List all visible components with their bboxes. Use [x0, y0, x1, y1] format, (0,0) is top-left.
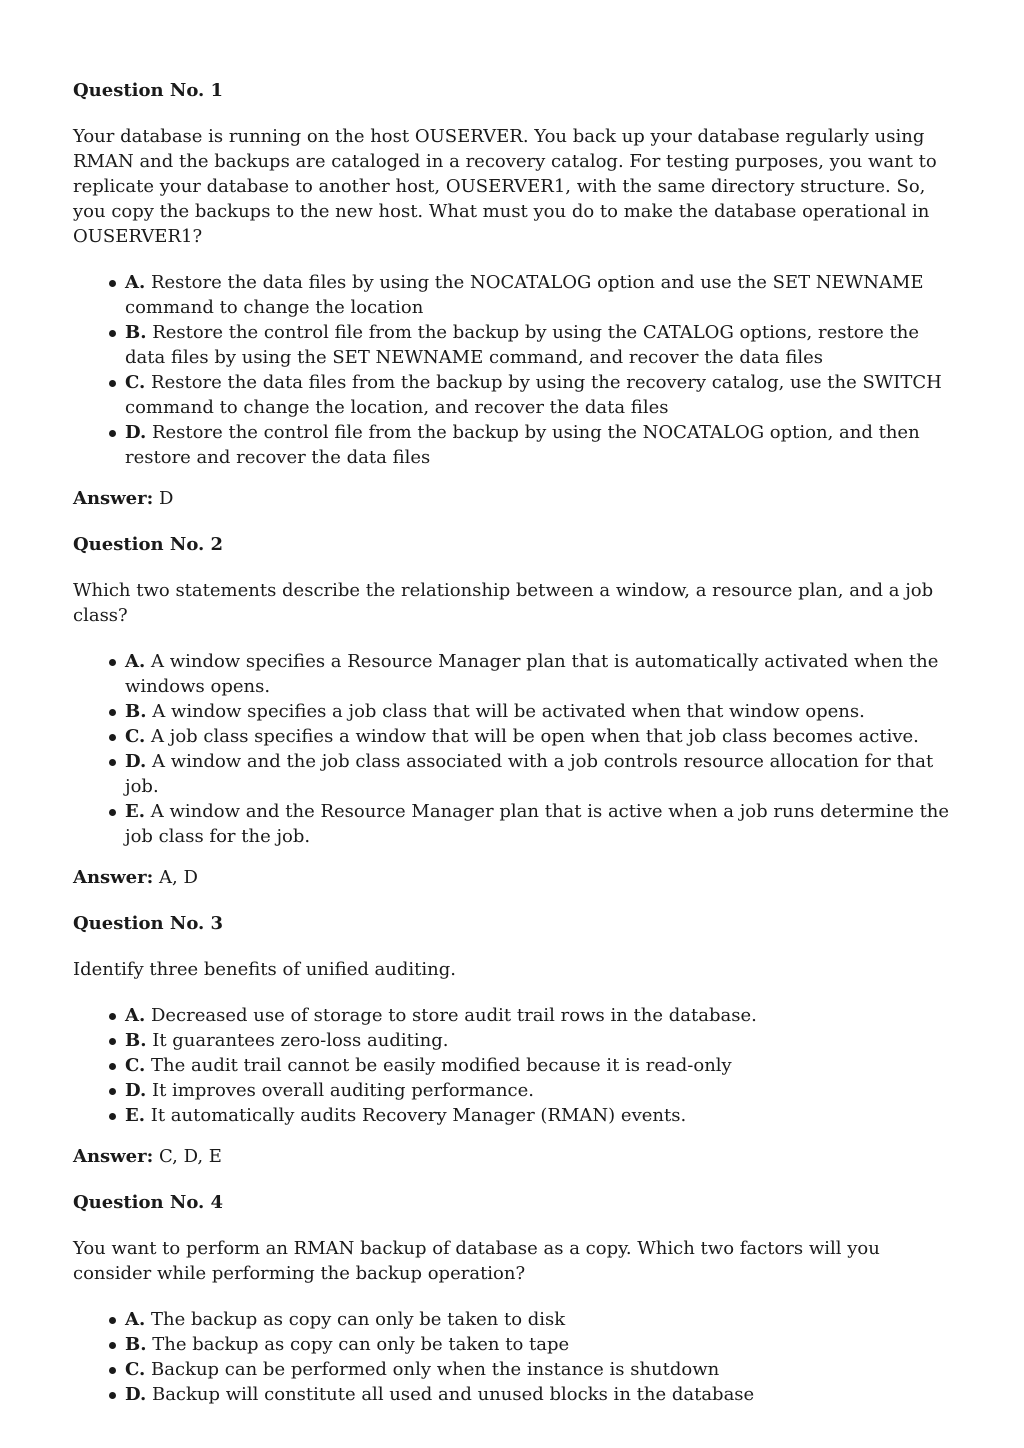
option-text: Restore the control file from the backup by using the CATALOG options, restore the data files by using the SET NEWNAME command, and recover the data files — [125, 322, 920, 368]
option-item — [125, 1003, 952, 1028]
option-text: It automatically audits Recovery Manager (RMAN) events. — [150, 1105, 687, 1126]
option-text: The backup as copy can only be taken to tape — [152, 1334, 570, 1355]
option-letter: D. — [125, 1384, 147, 1405]
option-item — [125, 370, 952, 420]
question-text: Your database is running on the host OUSERVER. You back up your database regularly using RMAN and the backups are cataloged in a recovery catalog. For testing purposes, you want to replicate your database to another host, OUSERVER1, with the same directory structure. So, you copy the backups to the new host. What must you do to make the database operational in OUSERVER1? — [73, 126, 937, 247]
option-text: It improves overall auditing performance. — [151, 1080, 534, 1101]
option-item — [125, 270, 952, 320]
option-letter: B. — [125, 1030, 147, 1051]
option-letter: D. — [125, 751, 147, 772]
question-4 — [73, 1190, 952, 1407]
option-letter: C. — [125, 1359, 146, 1380]
option-item — [125, 320, 952, 370]
answer-label: Answer: — [73, 867, 154, 888]
answer-line — [73, 865, 952, 890]
question-2 — [73, 532, 952, 890]
option-item — [125, 724, 952, 749]
answer-label: Answer: — [73, 488, 154, 509]
question-text: You want to perform an RMAN backup of database as a copy. Which two factors will you consider while performing the backup operation? — [73, 1238, 880, 1284]
option-letter: C. — [125, 372, 146, 393]
option-letter: E. — [125, 1105, 145, 1126]
option-item — [125, 1078, 952, 1103]
option-item — [125, 1028, 952, 1053]
option-letter: A. — [125, 1309, 146, 1330]
option-item — [125, 420, 952, 470]
option-text: A job class specifies a window that will be open when that job class becomes active. — [151, 726, 919, 747]
option-text: Decreased use of storage to store audit trail rows in the database. — [150, 1005, 757, 1026]
option-text: Restore the control file from the backup by using the NOCATALOG option, and then restore and recover the data files — [125, 422, 920, 468]
option-letter: A. — [125, 272, 146, 293]
answer-line — [73, 486, 952, 511]
option-item — [125, 699, 952, 724]
option-item — [125, 649, 952, 699]
option-item — [125, 1357, 952, 1382]
option-letter: B. — [125, 322, 147, 343]
option-text: The backup as copy can only be taken to disk — [150, 1309, 566, 1330]
option-letter: C. — [125, 1055, 146, 1076]
option-letter: B. — [125, 1334, 147, 1355]
question-heading: Question No. 3 — [73, 913, 224, 934]
option-item — [125, 1332, 952, 1357]
option-text: A window specifies a Resource Manager plan that is automatically activated when the windows opens. — [125, 651, 939, 697]
option-text: Backup will constitute all used and unused blocks in the database — [151, 1384, 755, 1405]
question-heading: Question No. 2 — [73, 534, 224, 555]
question-3 — [73, 911, 952, 1169]
question-1 — [73, 78, 952, 511]
option-list — [73, 649, 952, 849]
answer-line — [73, 1144, 952, 1169]
answer-value: A, D — [159, 867, 198, 888]
option-text: Restore the data files by using the NOCATALOG option and use the SET NEWNAME command to change the location — [125, 272, 924, 318]
question-text: Identify three benefits of unified auditing. — [73, 959, 456, 980]
question-heading: Question No. 1 — [73, 80, 224, 101]
option-item — [125, 799, 952, 849]
option-text: A window specifies a job class that will be activated when that window opens. — [152, 701, 865, 722]
option-text: It guarantees zero-loss auditing. — [152, 1030, 449, 1051]
option-letter: D. — [125, 422, 147, 443]
option-text: The audit trail cannot be easily modified because it is read-only — [151, 1055, 732, 1076]
option-letter: C. — [125, 726, 146, 747]
answer-value: C, D, E — [159, 1146, 222, 1167]
option-item — [125, 1053, 952, 1078]
option-letter: D. — [125, 1080, 147, 1101]
option-text: A window and the job class associated with a job controls resource allocation for that job. — [125, 751, 934, 797]
option-item — [125, 1382, 952, 1407]
option-text: A window and the Resource Manager plan that is active when a job runs determine the job class for the job. — [125, 801, 950, 847]
option-letter: A. — [125, 651, 146, 672]
option-item — [125, 1103, 952, 1128]
option-list — [73, 270, 952, 470]
option-text: Backup can be performed only when the instance is shutdown — [151, 1359, 720, 1380]
option-letter: B. — [125, 701, 147, 722]
answer-value: D — [159, 488, 174, 509]
option-item — [125, 749, 952, 799]
option-text: Restore the data files from the backup by using the recovery catalog, use the SWITCH command to change the location, and recover the data files — [125, 372, 942, 418]
question-heading: Question No. 4 — [73, 1192, 224, 1213]
answer-label: Answer: — [73, 1146, 154, 1167]
option-list — [73, 1307, 952, 1407]
option-item — [125, 1307, 952, 1332]
option-letter: A. — [125, 1005, 146, 1026]
option-list — [73, 1003, 952, 1128]
option-letter: E. — [125, 801, 145, 822]
question-text: Which two statements describe the relationship between a window, a resource plan, and a job class? — [73, 580, 934, 626]
